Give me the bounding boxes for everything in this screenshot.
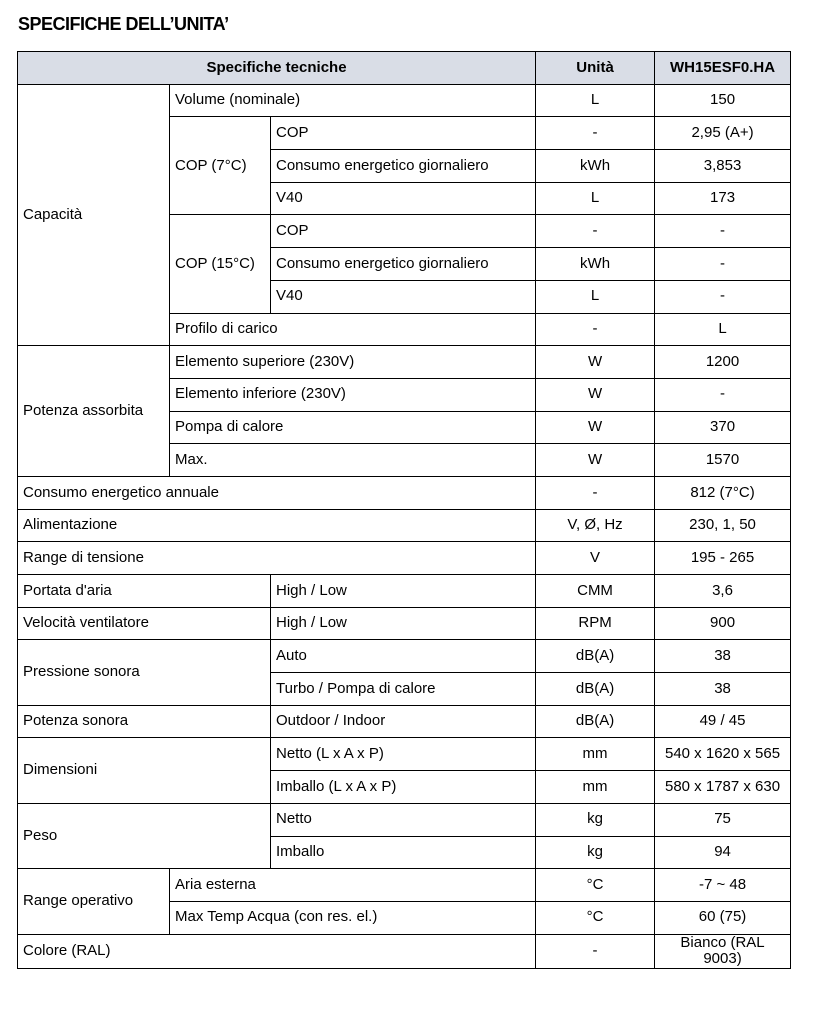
row-label: Colore (RAL) xyxy=(18,934,536,968)
row-label: Elemento superiore (230V) xyxy=(170,346,536,379)
row-label: Consumo energetico giornaliero xyxy=(271,150,536,183)
row-unit: V, Ø, Hz xyxy=(536,509,655,542)
row-unit: dB(A) xyxy=(536,673,655,706)
row-value: 60 (75) xyxy=(655,901,791,934)
page-title: SPECIFICHE DELL’UNITA’ xyxy=(18,14,229,34)
row-value: 3,6 xyxy=(655,575,791,608)
row-value: 540 x 1620 x 565 xyxy=(655,738,791,771)
row-sublabel: Outdoor / Indoor xyxy=(271,705,536,738)
row-label: Volume (nominale) xyxy=(170,84,536,117)
row-value: 2,95 (A+) xyxy=(655,117,791,150)
row-label: Aria esterna xyxy=(170,869,536,902)
table-row xyxy=(18,509,791,542)
header-unit: Unità xyxy=(536,52,655,85)
row-value: Bianco (RAL 9003) xyxy=(655,934,791,968)
row-unit: W xyxy=(536,378,655,411)
group-label: Peso xyxy=(18,803,271,868)
row-unit: V xyxy=(536,542,655,575)
row-label: Velocità ventilatore xyxy=(18,607,271,640)
table-row xyxy=(18,607,791,640)
table-row xyxy=(18,542,791,575)
row-unit: kg xyxy=(536,803,655,836)
row-unit: dB(A) xyxy=(536,640,655,673)
row-value: 3,853 xyxy=(655,150,791,183)
row-unit: L xyxy=(536,182,655,215)
header-row xyxy=(18,52,791,85)
row-value: 812 (7°C) xyxy=(655,476,791,509)
row-value: 1570 xyxy=(655,444,791,477)
row-unit: L xyxy=(536,84,655,117)
row-value: 370 xyxy=(655,411,791,444)
row-unit: °C xyxy=(536,869,655,902)
group-label: Potenza assorbita xyxy=(18,346,170,477)
row-label: V40 xyxy=(271,280,536,313)
table-row xyxy=(18,640,791,673)
row-sublabel: Netto (L x A x P) xyxy=(271,738,536,771)
row-label: Elemento inferiore (230V) xyxy=(170,378,536,411)
row-value: 1200 xyxy=(655,346,791,379)
table-row xyxy=(18,84,791,117)
row-sublabel: High / Low xyxy=(271,575,536,608)
row-label: Alimentazione xyxy=(18,509,536,542)
row-value: - xyxy=(655,248,791,281)
row-sublabel: Netto xyxy=(271,803,536,836)
row-label: Consumo energetico annuale xyxy=(18,476,536,509)
subgroup-label: COP (7°C) xyxy=(170,117,271,215)
table-row xyxy=(18,346,791,379)
subgroup-label: COP (15°C) xyxy=(170,215,271,313)
row-label: COP xyxy=(271,117,536,150)
table-row xyxy=(18,705,791,738)
row-unit: W xyxy=(536,444,655,477)
row-unit: RPM xyxy=(536,607,655,640)
group-label: Capacità xyxy=(18,84,170,346)
row-value: 580 x 1787 x 630 xyxy=(655,771,791,804)
table-row xyxy=(18,803,791,836)
row-unit: mm xyxy=(536,771,655,804)
row-label: Portata d'aria xyxy=(18,575,271,608)
group-label: Dimensioni xyxy=(18,738,271,803)
row-unit: °C xyxy=(536,901,655,934)
row-value: L xyxy=(655,313,791,346)
row-value: 75 xyxy=(655,803,791,836)
row-value: - xyxy=(655,215,791,248)
row-unit: W xyxy=(536,346,655,379)
row-label: Range di tensione xyxy=(18,542,536,575)
table-row xyxy=(18,476,791,509)
row-label: Profilo di carico xyxy=(170,313,536,346)
row-label: COP xyxy=(271,215,536,248)
row-value: 173 xyxy=(655,182,791,215)
row-unit: - xyxy=(536,934,655,968)
row-label: Consumo energetico giornaliero xyxy=(271,248,536,281)
row-value: 150 xyxy=(655,84,791,117)
row-unit: - xyxy=(536,476,655,509)
table-row xyxy=(18,869,791,902)
row-label: Max. xyxy=(170,444,536,477)
row-value: - xyxy=(655,280,791,313)
row-unit: - xyxy=(536,313,655,346)
row-value: 195 - 265 xyxy=(655,542,791,575)
table-row xyxy=(18,575,791,608)
row-value: - xyxy=(655,378,791,411)
row-unit: kWh xyxy=(536,150,655,183)
row-sublabel: Turbo / Pompa di calore xyxy=(271,673,536,706)
row-unit: - xyxy=(536,117,655,150)
group-label: Pressione sonora xyxy=(18,640,271,705)
row-sublabel: High / Low xyxy=(271,607,536,640)
row-unit: L xyxy=(536,280,655,313)
row-unit: kWh xyxy=(536,248,655,281)
row-unit: - xyxy=(536,215,655,248)
row-sublabel: Auto xyxy=(271,640,536,673)
row-value: -7 ~ 48 xyxy=(655,869,791,902)
row-unit: mm xyxy=(536,738,655,771)
row-label: Potenza sonora xyxy=(18,705,271,738)
row-unit: CMM xyxy=(536,575,655,608)
table-row xyxy=(18,738,791,771)
row-label: V40 xyxy=(271,182,536,215)
row-sublabel: Imballo xyxy=(271,836,536,869)
row-value: 38 xyxy=(655,640,791,673)
row-unit: dB(A) xyxy=(536,705,655,738)
row-unit: W xyxy=(536,411,655,444)
group-label: Range operativo xyxy=(18,869,170,934)
row-value: 230, 1, 50 xyxy=(655,509,791,542)
spec-table xyxy=(17,51,791,969)
row-value: 38 xyxy=(655,673,791,706)
row-value: 94 xyxy=(655,836,791,869)
row-sublabel: Imballo (L x A x P) xyxy=(271,771,536,804)
table-row xyxy=(18,934,791,968)
header-spec: Specifiche tecniche xyxy=(18,52,536,85)
row-value: 49 / 45 xyxy=(655,705,791,738)
row-unit: kg xyxy=(536,836,655,869)
row-label: Pompa di calore xyxy=(170,411,536,444)
row-label: Max Temp Acqua (con res. el.) xyxy=(170,901,536,934)
row-value: 900 xyxy=(655,607,791,640)
header-model: WH15ESF0.HA xyxy=(655,52,791,85)
